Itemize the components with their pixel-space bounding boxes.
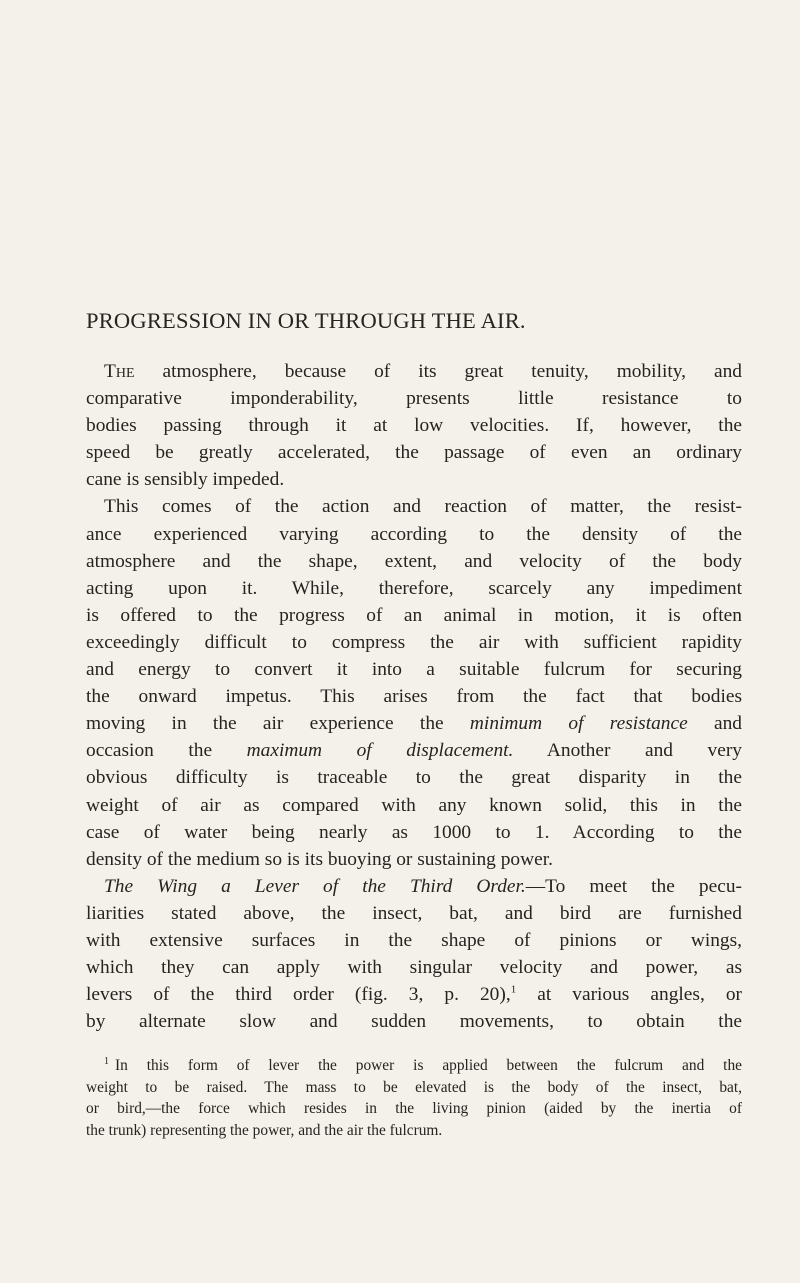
text-span: Another and very — [513, 740, 742, 762]
footnote — [86, 1055, 742, 1141]
text-line: density of the medium so is its buoying or sustaining power. — [86, 848, 553, 870]
text-span: levers of the third order (fig. 3, p. 20), — [86, 984, 511, 1006]
chapter-heading: PROGRESSION IN OR THROUGH THE AIR. — [86, 308, 526, 333]
text-line — [86, 358, 742, 385]
section-title: The Wing a Lever of the Third Order. — [104, 875, 526, 897]
text-line: the onward impetus. This arises from the fact that bodies — [86, 686, 742, 708]
text-line — [86, 737, 742, 764]
text-line: which they can apply with singular velocity and power, as — [86, 957, 742, 979]
text-line: with extensive surfaces in the shape of pinions or wings, — [86, 929, 742, 951]
body-text — [86, 358, 742, 1035]
text-line: This comes of the action and reaction of matter, the resist- — [104, 496, 742, 518]
text-line: atmosphere and the shape, extent, and velocity of the body — [86, 550, 742, 572]
text-span: occasion the — [86, 740, 247, 762]
text-span: moving in the air experience the — [86, 713, 470, 735]
footnote-mark: 1 — [104, 1055, 109, 1067]
lead-word: The — [104, 361, 135, 382]
text-line: acting upon it. While, therefore, scarcely any impediment — [86, 577, 742, 599]
text-line: ance experienced varying according to the density of the — [86, 523, 742, 545]
text-span: and — [687, 713, 742, 735]
text-line: by alternate slow and sudden movements, to obtain the — [86, 1011, 742, 1033]
footnote-reference[interactable]: 1 — [510, 983, 517, 996]
text-span: at various angles, or — [516, 984, 742, 1006]
text-line — [86, 710, 742, 737]
footnote-line: the trunk) representing the power, and the air the fulcrum. — [86, 1121, 443, 1139]
text-line: bodies passing through it at low velocities. If, however, the — [86, 415, 742, 437]
text-span: —To meet the pecu- — [525, 875, 742, 897]
emphasis-text: maximum of displacement. — [246, 740, 514, 762]
emphasis-text: minimum of resistance — [469, 713, 688, 735]
footnote-line — [86, 1055, 742, 1077]
text-line — [86, 873, 742, 900]
text-line: case of water being nearly as 1000 to 1. According to the — [86, 821, 742, 843]
text-line: speed be greatly accelerated, the passage of even an ordinary — [86, 442, 742, 464]
footnote-line: or bird,—the force which resides in the living pinion (aided by the inertia of — [86, 1100, 742, 1118]
text-line: weight of air as compared with any known solid, this in the — [86, 794, 742, 816]
text-line: cane is sensibly impeded. — [86, 469, 285, 491]
text-line: obvious difficulty is traceable to the great disparity in the — [86, 767, 742, 789]
text-line: and energy to convert it into a suitable fulcrum for securing — [86, 659, 742, 681]
text-line: comparative imponderability, presents little resistance to — [86, 388, 742, 410]
text-span: In this form of lever the power is applied between the fulcrum and the — [115, 1057, 742, 1074]
text-line: is offered to the progress of an animal in motion, it is often — [86, 604, 742, 626]
text-line: liarities stated above, the insect, bat, and bird are furnished — [86, 902, 742, 924]
text-span: atmosphere, because of its great tenuity, mobility, and — [134, 361, 742, 382]
text-line: exceedingly difficult to compress the air with sufficient rapidity — [86, 631, 742, 653]
footnote-line: weight to be raised. The mass to be elevated is the body of the insect, bat, — [86, 1078, 742, 1096]
text-line — [86, 981, 742, 1008]
